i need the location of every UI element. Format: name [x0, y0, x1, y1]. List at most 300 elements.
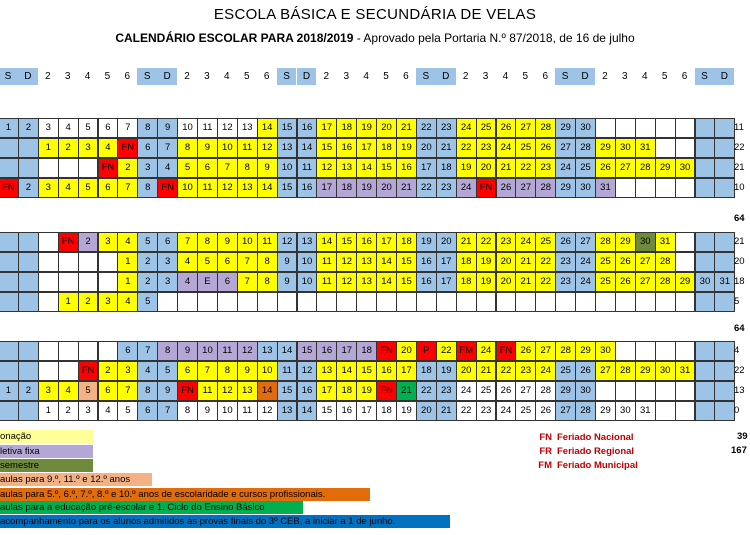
calendar-day-cell: 5	[137, 292, 158, 312]
calendar-day-cell: 15	[277, 118, 298, 138]
calendar-day-cell: 16	[376, 361, 397, 381]
calendar-day-cell: 4	[98, 401, 119, 421]
calendar-day-cell: 24	[456, 118, 477, 138]
calendar-day-cell	[78, 158, 99, 178]
calendar-day-cell: 26	[496, 178, 517, 198]
calendar-day-cell: 8	[257, 252, 278, 272]
calendar-day-cell	[18, 252, 39, 272]
calendar-day-cell: 8	[177, 401, 198, 421]
calendar-day-cell: 3	[137, 158, 158, 178]
calendar-day-cell	[177, 292, 198, 312]
calendar-day-cell: 17	[336, 341, 357, 361]
holiday-legend-item	[532, 459, 638, 472]
calendar-day-cell: 17	[396, 361, 417, 381]
calendar-day-cell: 6	[98, 178, 119, 198]
calendar-day-cell: 12	[257, 401, 278, 421]
calendar-day-cell: FN	[376, 341, 397, 361]
calendar-day-cell	[38, 341, 59, 361]
calendar-day-cell: 6	[177, 361, 198, 381]
calendar-day-cell: 20	[496, 252, 517, 272]
calendar-day-cell	[635, 292, 656, 312]
calendar-day-cell	[675, 118, 696, 138]
calendar-day-cell: 28	[655, 252, 676, 272]
calendar-day-cell	[655, 381, 676, 401]
weekday-header-cell: 6	[257, 68, 277, 85]
calendar-day-cell: 31	[635, 401, 656, 421]
calendar-day-cell: 11	[297, 158, 318, 178]
calendar-day-cell: 13	[237, 178, 258, 198]
calendar-day-cell: 7	[197, 361, 218, 381]
calendar-day-cell	[695, 341, 716, 361]
calendar-day-cell: 27	[615, 158, 636, 178]
calendar-day-cell: 29	[615, 232, 636, 252]
calendar-day-cell: 26	[496, 381, 517, 401]
calendar-day-cell	[0, 138, 19, 158]
calendar-day-cell: 26	[615, 272, 636, 292]
calendar-day-cell	[595, 118, 616, 138]
calendar-day-cell: 10	[217, 401, 238, 421]
holiday-legend-item	[532, 445, 634, 458]
legend-swatch: aulas para 9.º, 11.º e 12.º anos	[0, 473, 152, 486]
calendar-day-cell	[38, 272, 59, 292]
calendar-day-cell: 11	[197, 178, 218, 198]
holiday-label: Feriado Regional	[557, 446, 635, 457]
subtitle-bold: CALENDÁRIO ESCOLAR PARA 2018/2019	[115, 31, 354, 45]
calendar-day-cell: 12	[257, 138, 278, 158]
calendar-day-cell: 18	[376, 401, 397, 421]
calendar-day-cell	[396, 292, 417, 312]
calendar-day-cell: 10	[257, 361, 278, 381]
calendar-day-cell: 26	[555, 232, 576, 252]
calendar-day-cell: 23	[535, 158, 556, 178]
calendar-day-cell: 19	[356, 178, 377, 198]
month-total: 5	[734, 296, 740, 307]
calendar-day-cell: 2	[18, 178, 39, 198]
calendar-day-cell: 11	[237, 138, 258, 158]
month-total: 20	[734, 256, 745, 267]
calendar-day-cell: 22	[416, 118, 437, 138]
calendar-day-cell: 8	[257, 272, 278, 292]
calendar-day-cell: 22	[535, 272, 556, 292]
calendar-day-cell: 6	[117, 341, 138, 361]
calendar-day-cell: 2	[18, 118, 39, 138]
calendar-day-cell: FN	[78, 361, 99, 381]
calendar-day-cell: 21	[436, 138, 457, 158]
calendar-day-cell: 24	[575, 252, 596, 272]
calendar-day-cell	[18, 361, 39, 381]
calendar-day-cell: 9	[277, 272, 298, 292]
calendar-day-cell: 15	[277, 381, 298, 401]
calendar-day-cell: FM	[456, 341, 477, 361]
calendar-day-cell	[675, 232, 696, 252]
calendar-day-cell: 28	[575, 138, 596, 158]
calendar-day-cell	[38, 232, 59, 252]
calendar-day-cell: 12	[297, 361, 318, 381]
calendar-day-cell	[476, 292, 497, 312]
calendar-day-cell: 7	[117, 178, 138, 198]
calendar-day-cell: 19	[356, 381, 377, 401]
calendar-day-cell: 24	[575, 272, 596, 292]
calendar-day-cell: 19	[396, 401, 417, 421]
calendar-day-cell: 21	[396, 381, 417, 401]
calendar-day-cell: 10	[237, 232, 258, 252]
legend-swatch: aulas para a educação pré-escolar e 1. Ciclo do Ensino Básico	[0, 501, 303, 514]
calendar-day-cell: 14	[336, 361, 357, 381]
weekday-header-cell: 5	[237, 68, 257, 85]
weekday-header-cell: 5	[376, 68, 396, 85]
calendar-day-cell: 17	[436, 272, 457, 292]
calendar-day-cell: 24	[456, 178, 477, 198]
calendar-day-cell	[714, 158, 735, 178]
calendar-day-cell	[695, 118, 716, 138]
calendar-day-cell: 29	[635, 361, 656, 381]
weekday-header-cell: 5	[98, 68, 118, 85]
calendar-day-cell	[0, 232, 19, 252]
calendar-day-cell: 22	[496, 361, 517, 381]
calendar-day-cell	[695, 252, 716, 272]
calendar-day-cell: 6	[157, 232, 178, 252]
calendar-day-cell: 24	[535, 361, 556, 381]
calendar-day-cell: 15	[356, 361, 377, 381]
calendar-day-cell	[575, 292, 596, 312]
calendar-day-cell: 23	[515, 361, 536, 381]
calendar-day-cell: 27	[595, 361, 616, 381]
calendar-day-cell: 22	[476, 232, 497, 252]
holiday-label: Feriado Nacional	[557, 432, 634, 443]
calendar-day-cell: 1	[58, 292, 79, 312]
calendar-day-cell: 4	[98, 138, 119, 158]
calendar-day-cell: 1	[0, 381, 19, 401]
calendar-day-cell	[0, 158, 19, 178]
calendar-day-cell: 14	[356, 158, 377, 178]
calendar-day-cell: 9	[237, 361, 258, 381]
calendar-day-cell: 20	[376, 178, 397, 198]
calendar-day-cell	[714, 361, 735, 381]
calendar-day-cell: 1	[0, 118, 19, 138]
term-total: 64	[734, 323, 745, 334]
calendar-day-cell: 6	[137, 138, 158, 158]
weekday-header-cell: 2	[177, 68, 197, 85]
calendar-day-cell: 13	[356, 272, 377, 292]
calendar-day-cell: 9	[157, 118, 178, 138]
calendar-day-cell: P	[416, 341, 437, 361]
calendar-day-cell: 14	[376, 272, 397, 292]
calendar-day-cell	[695, 361, 716, 381]
calendar-day-cell: 3	[38, 118, 59, 138]
calendar-day-cell: 14	[376, 252, 397, 272]
calendar-day-cell	[78, 252, 99, 272]
calendar-day-cell: 22	[416, 178, 437, 198]
calendar-day-cell: 3	[38, 178, 59, 198]
calendar-day-cell: 25	[535, 232, 556, 252]
calendar-day-cell: 23	[476, 401, 497, 421]
weekday-header-cell: 6	[117, 68, 137, 85]
calendar-day-cell: 28	[535, 178, 556, 198]
calendar-day-cell: 16	[336, 401, 357, 421]
calendar-day-cell	[376, 292, 397, 312]
calendar-day-cell: 7	[117, 381, 138, 401]
calendar-day-cell: 20	[396, 341, 417, 361]
calendar-day-cell: 25	[515, 138, 536, 158]
calendar-day-cell: 29	[595, 138, 616, 158]
calendar-day-cell: 20	[416, 138, 437, 158]
calendar-day-cell	[456, 292, 477, 312]
calendar-day-cell: 25	[515, 401, 536, 421]
weekday-header-cell: 5	[655, 68, 675, 85]
calendar-day-cell: 2	[78, 292, 99, 312]
calendar-day-cell: 10	[197, 341, 218, 361]
calendar-day-cell	[655, 292, 676, 312]
weekday-header-cell: 4	[496, 68, 516, 85]
calendar-day-cell	[695, 292, 716, 312]
month-total: 21	[734, 236, 745, 247]
calendar-day-cell: 18	[376, 138, 397, 158]
calendar-day-cell: 16	[297, 381, 318, 401]
calendar-day-cell: 17	[356, 401, 377, 421]
weekday-header-cell: 3	[58, 68, 78, 85]
weekday-header-cell: 6	[675, 68, 695, 85]
weekday-header-cell: D	[297, 68, 317, 85]
calendar-day-cell	[18, 138, 39, 158]
calendar-day-cell: 22	[456, 138, 477, 158]
calendar-day-cell: 18	[396, 232, 417, 252]
calendar-day-cell: 23	[555, 272, 576, 292]
calendar-day-cell	[18, 292, 39, 312]
calendar-day-cell: 6	[137, 401, 158, 421]
calendar-day-cell: 5	[177, 158, 198, 178]
school-title: ESCOLA BÁSICA E SECUNDÁRIA DE VELAS	[213, 6, 537, 23]
calendar-day-cell: 26	[496, 118, 517, 138]
calendar-day-cell: FN	[0, 178, 19, 198]
calendar-day-cell: 30	[695, 272, 716, 292]
weekday-header-cell: D	[575, 68, 595, 85]
calendar-day-cell: 12	[336, 252, 357, 272]
month-total: 10	[734, 182, 745, 193]
calendar-day-cell	[416, 292, 437, 312]
calendar-day-cell: 18	[336, 118, 357, 138]
weekday-header-cell: S	[277, 68, 297, 85]
calendar-day-cell: 8	[137, 118, 158, 138]
calendar-day-cell: 24	[496, 401, 517, 421]
calendar-day-cell: FN	[58, 232, 79, 252]
calendar-day-cell	[714, 178, 735, 198]
calendar-day-cell: 13	[237, 118, 258, 138]
calendar-day-cell: 2	[58, 401, 79, 421]
calendar-day-cell	[157, 292, 178, 312]
calendar-day-cell: 30	[615, 401, 636, 421]
calendar-day-cell: 22	[456, 401, 477, 421]
calendar-day-cell	[436, 292, 457, 312]
calendar-day-cell	[0, 272, 19, 292]
calendar-day-cell: 5	[78, 178, 99, 198]
calendar-day-cell	[714, 341, 735, 361]
legend-swatch: acompanhamento para os alunos admitidos às provas finais do 3º CEB, a iniciar a 1 de junho.	[0, 515, 450, 528]
calendar-day-cell: 22	[535, 252, 556, 272]
calendar-day-cell: 30	[575, 118, 596, 138]
calendar-day-cell: 18	[456, 252, 477, 272]
holiday-legend-item	[532, 431, 634, 444]
calendar-day-cell: 21	[476, 361, 497, 381]
calendar-day-cell: E	[197, 272, 218, 292]
calendar-day-cell	[695, 232, 716, 252]
calendar-day-cell: 23	[496, 232, 517, 252]
weekday-header-cell: D	[157, 68, 177, 85]
calendar-day-cell: 26	[595, 158, 616, 178]
calendar-day-cell	[714, 118, 735, 138]
calendar-day-cell: 16	[356, 232, 377, 252]
calendar-day-cell: 25	[595, 252, 616, 272]
holiday-code: FN	[539, 432, 552, 443]
calendar-day-cell: FN	[476, 178, 497, 198]
calendar-day-cell	[714, 252, 735, 272]
calendar-day-cell: 9	[197, 401, 218, 421]
calendar-day-cell: 5	[197, 252, 218, 272]
calendar-day-cell: 2	[98, 361, 119, 381]
calendar-day-cell	[615, 178, 636, 198]
calendar-day-cell	[635, 118, 656, 138]
calendar-day-cell: 18	[436, 158, 457, 178]
calendar-day-cell	[197, 292, 218, 312]
calendar-day-cell	[18, 158, 39, 178]
calendar-day-cell: 19	[456, 158, 477, 178]
calendar-day-cell: 4	[58, 118, 79, 138]
calendar-day-cell: 27	[515, 178, 536, 198]
weekday-header-cell: 4	[635, 68, 655, 85]
calendar-day-cell: 31	[595, 178, 616, 198]
calendar-day-cell: 24	[476, 341, 497, 361]
calendar-day-cell: 15	[297, 341, 318, 361]
calendar-day-cell: 3	[78, 138, 99, 158]
calendar-day-cell: 21	[496, 158, 517, 178]
calendar-day-cell: 8	[157, 341, 178, 361]
calendar-day-cell: 5	[137, 232, 158, 252]
calendar-day-cell: 28	[595, 232, 616, 252]
calendar-day-cell	[635, 381, 656, 401]
calendar-day-cell: 30	[575, 381, 596, 401]
calendar-day-cell: 24	[515, 232, 536, 252]
calendar-day-cell: FN	[177, 381, 198, 401]
calendar-day-cell: 14	[297, 138, 318, 158]
subtitle-approval: - Aprovado pela Portaria N.º 87/2018, de 16 de julho	[353, 31, 635, 45]
calendar-subtitle	[0, 31, 750, 45]
calendar-day-cell	[714, 292, 735, 312]
calendar-day-cell: 27	[515, 381, 536, 401]
month-total: 18	[734, 276, 745, 287]
calendar-day-cell: 17	[316, 178, 337, 198]
calendar-day-cell	[675, 252, 696, 272]
calendar-day-cell: 19	[476, 272, 497, 292]
calendar-day-cell	[655, 341, 676, 361]
calendar-day-cell: 23	[436, 118, 457, 138]
calendar-day-cell: 9	[177, 341, 198, 361]
calendar-day-cell: 12	[277, 232, 298, 252]
calendar-day-cell: 27	[535, 341, 556, 361]
calendar-day-cell	[58, 272, 79, 292]
legend-swatch: aulas para 5.º, 6.º, 7.º, 8.º e 10.º anos de escolaridade e cursos profissionais.	[0, 488, 370, 501]
calendar-day-cell: 20	[416, 401, 437, 421]
calendar-day-cell: 9	[157, 381, 178, 401]
calendar-day-cell: 21	[396, 178, 417, 198]
calendar-day-cell	[515, 292, 536, 312]
calendar-day-cell: 29	[555, 178, 576, 198]
weekday-header-cell: S	[0, 68, 18, 85]
weekday-header-cell: 5	[515, 68, 535, 85]
calendar-day-cell	[356, 292, 377, 312]
calendar-day-cell: 18	[416, 361, 437, 381]
calendar-day-cell: 15	[336, 232, 357, 252]
weekday-header-cell: 4	[356, 68, 376, 85]
calendar-day-cell	[257, 292, 278, 312]
calendar-day-cell: 26	[535, 401, 556, 421]
calendar-day-cell: 4	[177, 272, 198, 292]
calendar-day-cell: 6	[197, 158, 218, 178]
calendar-day-cell: 15	[396, 272, 417, 292]
calendar-day-cell	[496, 292, 517, 312]
calendar-day-cell: 7	[157, 401, 178, 421]
calendar-day-cell: 11	[277, 361, 298, 381]
calendar-day-cell: 10	[277, 158, 298, 178]
calendar-day-cell	[0, 292, 19, 312]
calendar-day-cell: 3	[157, 252, 178, 272]
calendar-day-cell	[655, 178, 676, 198]
calendar-day-cell: 30	[655, 361, 676, 381]
calendar-day-cell	[615, 381, 636, 401]
calendar-day-cell: 13	[277, 138, 298, 158]
calendar-day-cell: 25	[476, 118, 497, 138]
calendar-day-cell	[297, 292, 318, 312]
calendar-day-cell: 30	[635, 232, 656, 252]
weekday-header-cell: S	[416, 68, 436, 85]
calendar-day-cell: 26	[535, 138, 556, 158]
calendar-day-cell: 16	[416, 252, 437, 272]
calendar-day-cell: 21	[396, 118, 417, 138]
calendar-day-cell: 15	[277, 178, 298, 198]
calendar-day-cell: 5	[78, 118, 99, 138]
calendar-day-cell: 10	[297, 252, 318, 272]
calendar-day-cell: 9	[197, 138, 218, 158]
calendar-day-cell	[615, 341, 636, 361]
calendar-day-cell: 26	[575, 361, 596, 381]
weekday-header-cell: 3	[615, 68, 635, 85]
calendar-day-cell: 13	[277, 401, 298, 421]
month-total: 11	[734, 122, 744, 133]
calendar-day-cell: 19	[416, 232, 437, 252]
calendar-day-cell: 28	[635, 158, 656, 178]
calendar-day-cell: 20	[376, 118, 397, 138]
calendar-day-cell: 25	[476, 381, 497, 401]
calendar-day-cell: 1	[38, 401, 59, 421]
month-total: 21	[734, 162, 745, 173]
calendar-day-cell	[635, 341, 656, 361]
calendar-day-cell: 6	[98, 118, 119, 138]
calendar-day-cell: 30	[575, 178, 596, 198]
calendar-day-cell	[58, 361, 79, 381]
calendar-day-cell: 18	[356, 341, 377, 361]
calendar-day-cell	[38, 292, 59, 312]
calendar-day-cell: 29	[655, 158, 676, 178]
calendar-day-cell: FN	[98, 158, 119, 178]
calendar-day-cell: 8	[217, 361, 238, 381]
calendar-day-cell	[615, 118, 636, 138]
calendar-day-cell	[714, 381, 735, 401]
calendar-day-cell: 17	[316, 381, 337, 401]
calendar-day-cell	[38, 252, 59, 272]
calendar-day-cell: 24	[555, 158, 576, 178]
legend-swatch: onação	[0, 430, 93, 443]
calendar-day-cell: 30	[595, 341, 616, 361]
calendar-day-cell: 16	[297, 118, 318, 138]
term-total: 64	[734, 213, 745, 224]
